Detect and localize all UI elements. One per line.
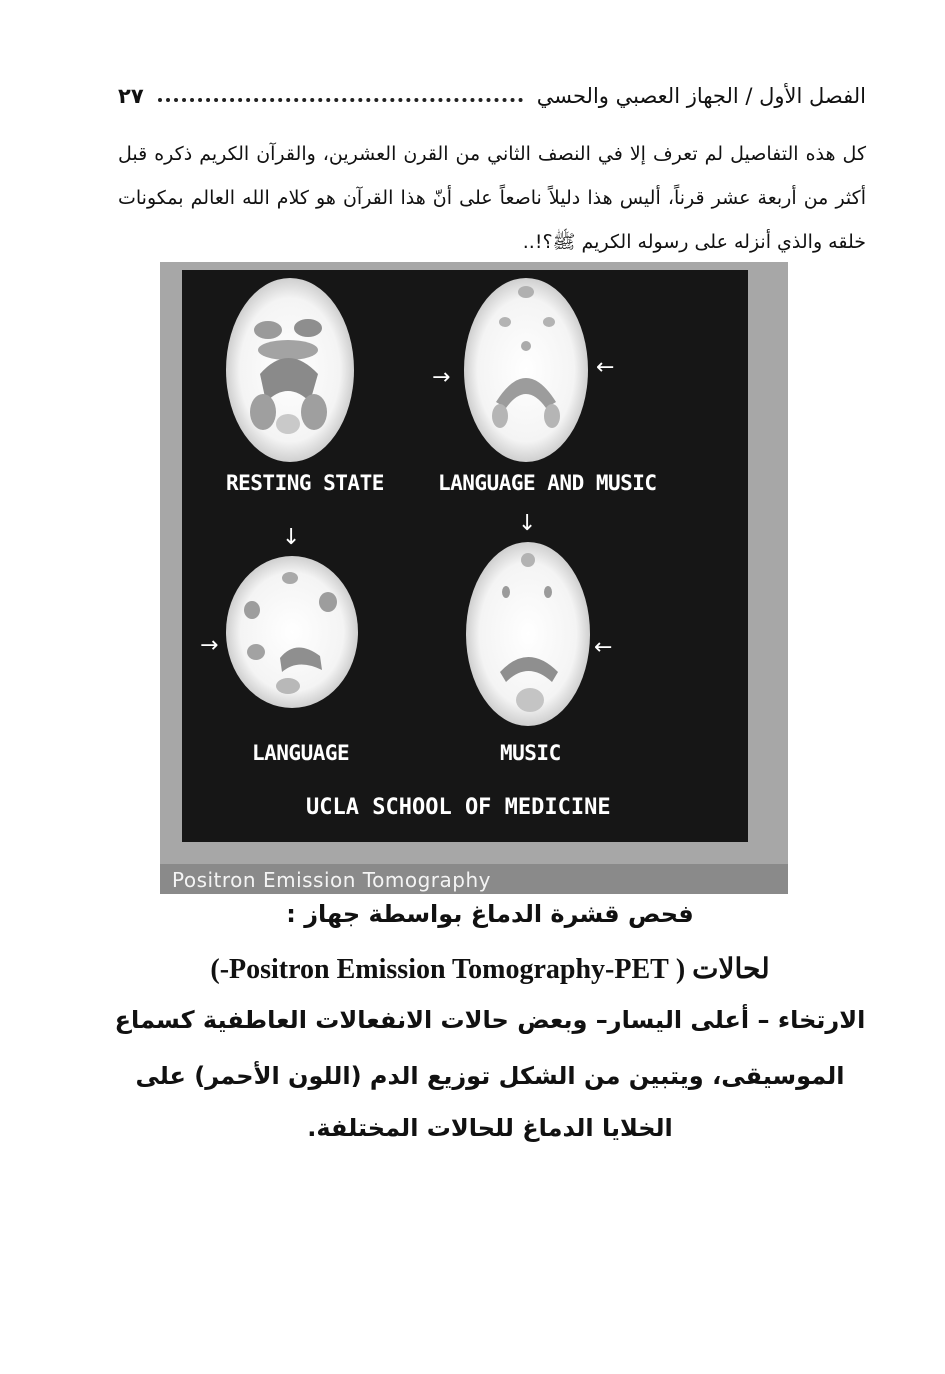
label-language-and-music: LANGUAGE AND MUSIC: [438, 471, 657, 495]
body-paragraph: كل هذه التفاصيل لم تعرف إلا في النصف الثاني من القرن العشرين، والقرآن الكريم ذكره قبل أكثر من أربعة عشر قرناً، أليس هذا دليلاً ناصعاً على أنّ هذا القرآن هو كلام الله العالم بمكونات خلقه والذي أنزله على رسوله الكريم ﷺ؟!..: [118, 143, 866, 253]
page-number: ٢٧: [118, 84, 144, 108]
label-language: LANGUAGE: [252, 741, 350, 765]
label-ucla-school: UCLA SCHOOL OF MEDICINE: [306, 795, 611, 820]
arrow-right-icon: →: [200, 633, 219, 658]
arrow-left-icon: ←: [594, 635, 613, 660]
caption-line-1: فحص قشرة الدماغ بواسطة جهاز :: [286, 900, 694, 928]
figure-caption-strip: [160, 864, 788, 894]
arrow-right-icon: →: [432, 365, 451, 390]
arrow-down-icon: ↓: [282, 525, 301, 550]
caption-line-5: الخلايا الدماغ للحالات المختلفة.: [307, 1114, 673, 1142]
chapter-title: الفصل الأول / الجهاز العصبي والحسي: [536, 84, 866, 108]
figure-caption-text: Positron Emission Tomography: [172, 868, 491, 892]
label-resting-state: RESTING STATE: [226, 471, 384, 495]
caption-line-4: الموسيقى، ويتبين من الشكل توزيع الدم (اللون الأحمر) على: [135, 1062, 845, 1090]
caption-line-2: لحالات ( Positron Emission Tomography-PET-): [210, 954, 770, 985]
pet-scan-image: [160, 262, 788, 894]
header-dot-leader: [158, 98, 523, 102]
pet-scan-figure: [160, 262, 788, 894]
caption-line-3: الارتخاء – أعلى اليسار– وبعض حالات الانفعالات العاطفية كسماع: [114, 1006, 866, 1034]
label-music: MUSIC: [500, 741, 561, 765]
arrow-down-icon: ↓: [518, 511, 537, 536]
running-header: [118, 78, 866, 114]
brain-scan-resting: [226, 278, 354, 462]
arrow-left-icon: ←: [596, 355, 615, 380]
